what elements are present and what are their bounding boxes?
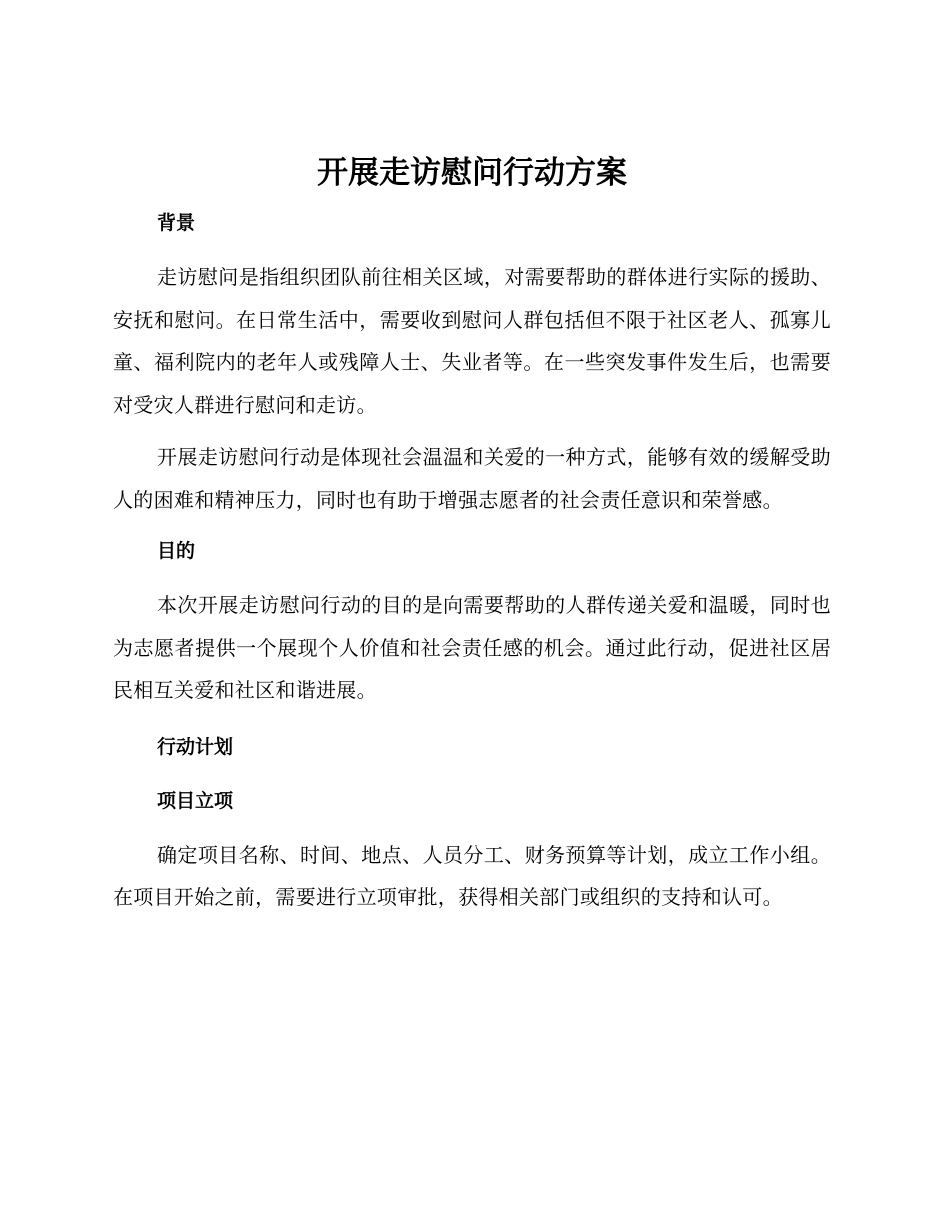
document-page <box>113 150 831 919</box>
section-heading-goal: 目的 <box>157 540 196 562</box>
project-paragraph: 确定项目名称、时间、地点、人员分工、财务预算等计划，成立工作小组。在项目开始之前，需要进行立项审批，获得相关部门或组织的支持和认可。 <box>113 842 831 909</box>
section-heading-plan: 行动计划 <box>157 735 234 758</box>
background-paragraph-2: 开展走访慰问行动是体现社会温温和关爱的一种方式，能够有效的缓解受助人的困难和精神压力，同时也有助于增强志愿者的社会责任意识和荣誉感。 <box>113 445 831 512</box>
document-title: 开展走访慰问行动方案 <box>317 155 627 191</box>
section-heading-project: 项目立项 <box>157 789 234 812</box>
background-paragraph-1: 走访慰问是指组织团队前往相关区域，对需要帮助的群体进行实际的援助、安抚和慰问。在日常生活中，需要收到慰问人群包括但不限于社区老人、孤寡儿童、福利院内的老年人或残障人士、失业者等。在一些突发事件发生后，也需要对受灾人群进行慰问和走访。 <box>113 265 831 417</box>
section-heading-background: 背景 <box>157 212 196 234</box>
goal-paragraph: 本次开展走访慰问行动的目的是向需要帮助的人群传递关爱和温暖，同时也为志愿者提供一个展现个人价值和社会责任感的机会。通过此行动，促进社区居民相互关爱和社区和谐进展。 <box>113 593 831 702</box>
